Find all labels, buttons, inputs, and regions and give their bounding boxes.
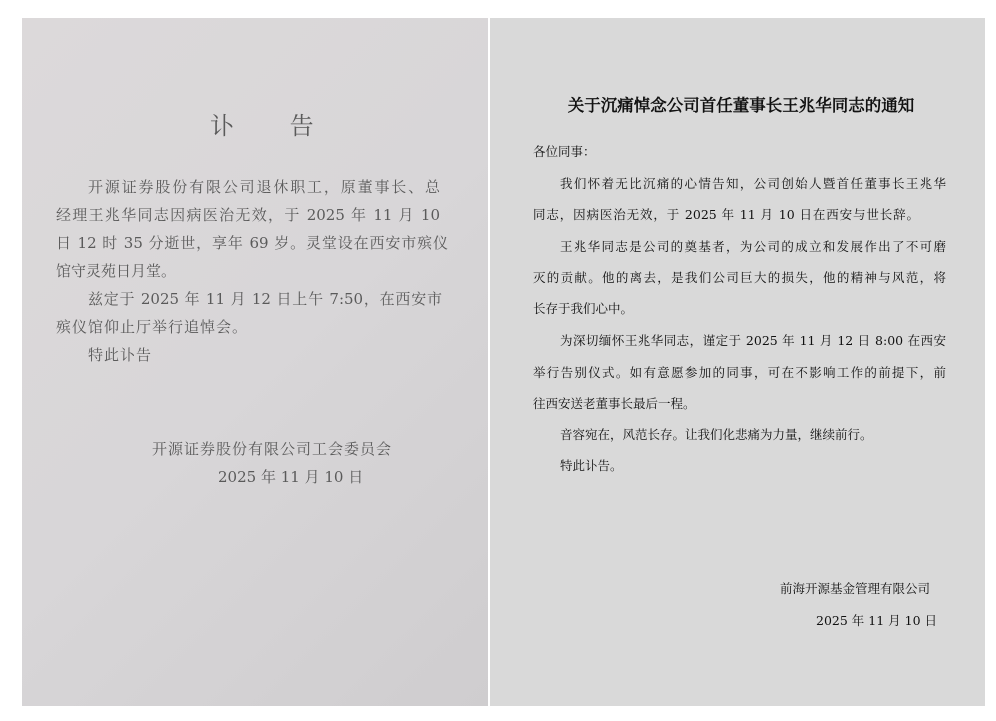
body-line: 王兆华同志是公司的奠基者，为公司的成立和发展作出了不可磨 xyxy=(560,239,946,254)
body-line: 举行告别仪式。如有意愿参加的同事，可在不影响工作的前提下，前 xyxy=(533,365,946,380)
body-line: 我们怀着无比沉痛的心情告知，公司创始人暨首任董事长王兆华 xyxy=(560,176,946,191)
date: 2025 年 11 月 10 日 xyxy=(816,613,937,628)
notice-title: 讣 告 xyxy=(210,112,338,140)
body-line: 馆守灵苑日月堂。 xyxy=(56,262,177,280)
body-line: 兹定于 2025 年 11 月 12 日上午 7:50，在西安市 xyxy=(88,290,442,308)
body-line: 特此讣告。 xyxy=(560,458,623,473)
body-line: 同志，因病医治无效，于 2025 年 11 月 10 日在西安与世长辞。 xyxy=(533,207,919,222)
body-line: 为深切缅怀王兆华同志，谨定于 2025 年 11 月 12 日 8:00 在西安 xyxy=(560,333,946,348)
obituary-left-photo xyxy=(22,18,488,706)
issuer: 前海开源基金管理有限公司 xyxy=(780,581,931,596)
body-line: 往西安送老董事长最后一程。 xyxy=(533,396,696,411)
notice-title: 关于沉痛悼念公司首任董事长王兆华同志的通知 xyxy=(567,96,915,115)
body-line: 开源证券股份有限公司退休职工，原董事长、总 xyxy=(88,178,440,196)
body-line: 日 12 时 35 分逝世，享年 69 岁。灵堂设在西安市殡仪 xyxy=(56,234,448,252)
body-line: 灭的贡献。他的离去，是我们公司巨大的损失，他的精神与风范，将 xyxy=(533,270,946,285)
salutation: 各位同事： xyxy=(533,144,596,159)
body-line: 长存于我们心中。 xyxy=(533,301,634,316)
body-line: 经理王兆华同志因病医治无效，于 2025 年 11 月 10 xyxy=(56,206,440,224)
body-line: 殡仪馆仰止厅举行追悼会。 xyxy=(56,318,249,336)
date: 2025 年 11 月 10 日 xyxy=(218,468,364,486)
notice-right-document xyxy=(490,18,985,706)
body-line: 音容宛在，风范长存。让我们化悲痛为力量，继续前行。 xyxy=(560,427,873,442)
body-line: 特此讣告 xyxy=(88,346,153,364)
issuer: 开源证券股份有限公司工会委员会 xyxy=(152,440,393,458)
